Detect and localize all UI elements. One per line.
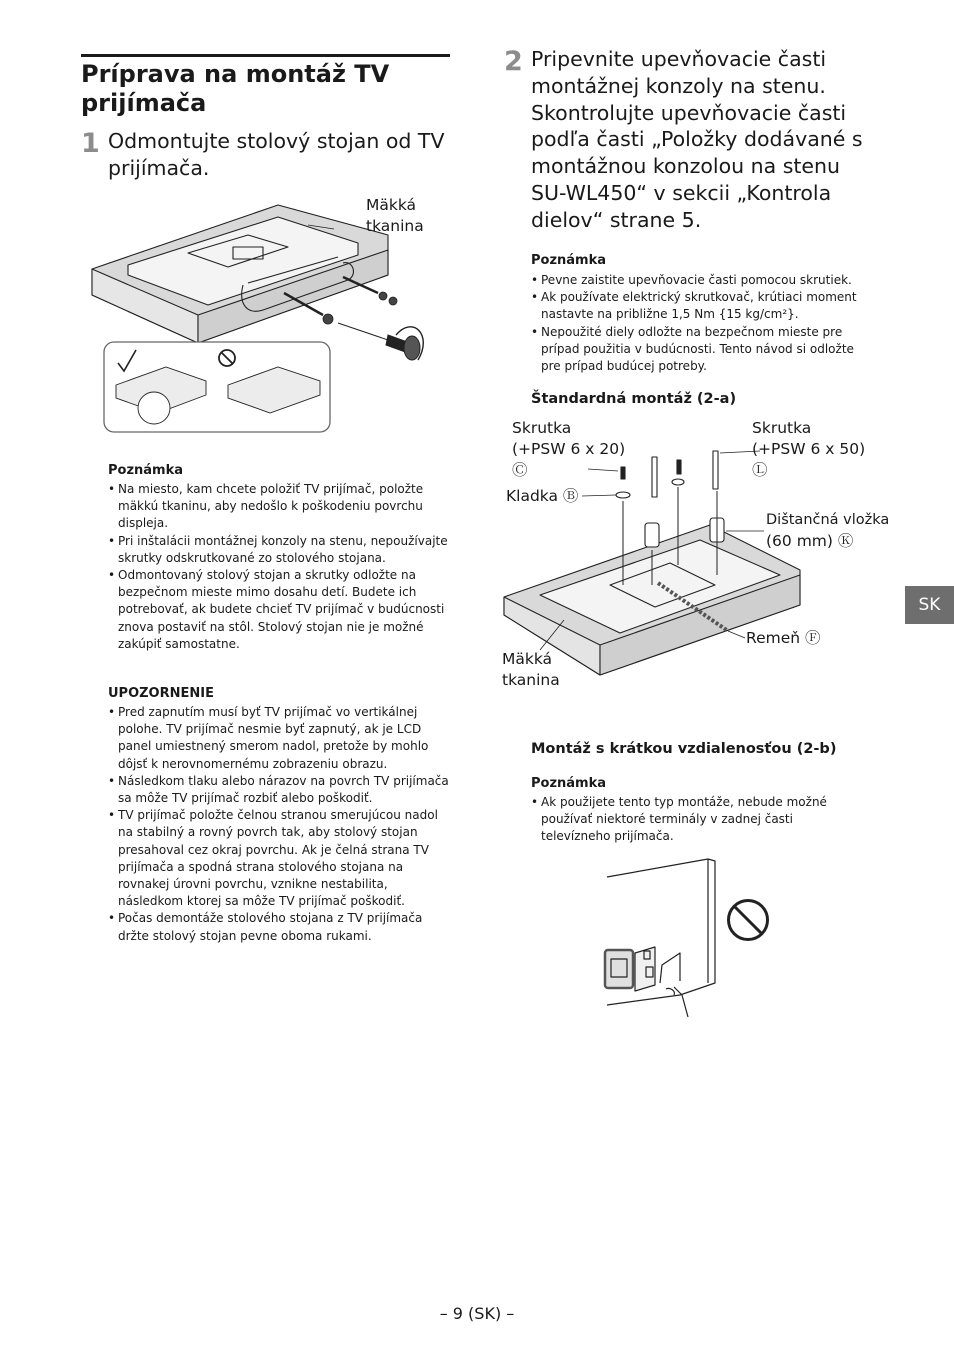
- note-item: • Ak použijete tento typ montáže, nebude možné používať niektoré terminály v zadnej časti televízneho prijímača.: [531, 794, 851, 846]
- washer-label: Kladka Ⓑ: [506, 487, 579, 505]
- note-item: • Na miesto, kam chcete položiť TV prijímač, položte mäkkú tkaninu, aby nedošlo k poškodeniu povrchu displeja.: [108, 481, 453, 533]
- short-notes: [531, 794, 851, 846]
- caution-list: [108, 704, 453, 945]
- screw-l-label-3: Ⓛ: [752, 461, 768, 479]
- step-2: [504, 46, 884, 236]
- caution-item: • Pred zapnutím musí byť TV prijímač vo vertikálnej polohe. TV prijímač nesmie byť zapnutý, ak je LCD panel umiestnený smerom nadol, pretože by mohlo dôjsť k nerovnomernému zobrazeniu obrazu.: [108, 704, 453, 773]
- screw-l-label-1: Skrutka: [752, 419, 812, 437]
- note-item: • Odmontovaný stolový stojan a skrutky odložte na bezpečnom mieste mimo dosahu detí. Budete ich potrebovať, ak budete chcieť TV prijímač v budúcnosti znova postaviť na stôl. Stolový stojan nie je možné zakúpiť samostatne.: [108, 567, 453, 653]
- spacer-label-2: (60 mm) Ⓚ: [766, 532, 854, 550]
- belt-label: Remeň Ⓕ: [746, 629, 821, 647]
- cloth-label-2: tkanina: [366, 217, 424, 235]
- cloth-label-3: Mäkká: [502, 650, 553, 668]
- page-number: – 9 (SK) –: [439, 1304, 515, 1323]
- section-title: Príprava na montáž TV prijímača: [81, 60, 390, 117]
- step-1-notes: [108, 481, 453, 653]
- section-rule: [81, 54, 450, 57]
- language-tab: SK: [905, 586, 954, 624]
- cloth-label-1: Mäkká: [366, 196, 417, 214]
- step-2-text: Pripevnite upevňovacie časti montážnej konzoly na stenu. Skontrolujte upevňovacie časti podľa časti „Položky dodávané s montážnou konzolou na stenu SU-WL450“ v sekcii „Kontrola dielov“ strane 5.: [531, 47, 863, 232]
- cloth-label-4: tkanina: [502, 671, 560, 689]
- prohibited-icon: [729, 901, 768, 940]
- short-mount-heading: Montáž s krátkou vzdialenosťou (2-b): [531, 741, 837, 757]
- note-item: • Pevne zaistite upevňovacie časti pomocou skrutiek.: [531, 272, 871, 289]
- note-item: • Pri inštalácii montážnej konzoly na stenu, nepoužívajte skrutky odskrutkované zo stolového stojana.: [108, 533, 453, 567]
- step-2-notes: [531, 272, 871, 375]
- note-item: • Ak používate elektrický skrutkovač, krútiaci moment nastavte na približne 1,5 Nm {15 kg/cm²}.: [531, 289, 871, 323]
- spacer-label-1: Dištančná vložka: [766, 512, 890, 528]
- step-2-number: 2: [504, 46, 523, 77]
- step-1-note-heading: Poznámka: [108, 463, 184, 478]
- standard-mount-heading: Štandardná montáž (2-a): [531, 391, 737, 407]
- step-1-number: 1: [81, 128, 100, 159]
- screw-l-label-2: (+PSW 6 x 50): [752, 440, 866, 458]
- step-1: [81, 128, 451, 188]
- caution-heading: UPOZORNENIE: [108, 686, 214, 701]
- screw-c-label-1: Skrutka: [512, 419, 572, 437]
- step-2-note-heading: Poznámka: [531, 253, 607, 268]
- caution-item: • TV prijímač položte čelnou stranou smerujúcou nadol na stabilný a rovný povrch tak, aby stolový stojan presahoval cez okraj povrchu. Ak je čelná strana TV prijímača a spodná strana stolového stojana na rovnakej úrovni povrchu, vznikne nestabilita, následkom ktorej sa môže TV prijímač poškodiť.: [108, 807, 453, 910]
- screw-c-label-2: (+PSW 6 x 20): [512, 440, 626, 458]
- caution-item: • Počas demontáže stolového stojana z TV prijímača držte stolový stojan pevne oboma rukami.: [108, 910, 453, 944]
- short-mount-illustration: [600, 855, 780, 1025]
- short-note-heading: Poznámka: [531, 776, 607, 791]
- step-1-text: Odmontujte stolový stojan od TV prijímača.: [108, 129, 445, 180]
- screw-c-label-3: Ⓒ: [512, 461, 528, 479]
- caution-item: • Následkom tlaku alebo nárazov na povrch TV prijímača sa môže TV prijímač rozbiť alebo poškodiť.: [108, 773, 453, 807]
- note-item: • Nepoužité diely odložte na bezpečnom mieste pre prípad použitia v budúcnosti. Tento návod si odložte pre prípad budúcej potreby.: [531, 324, 871, 376]
